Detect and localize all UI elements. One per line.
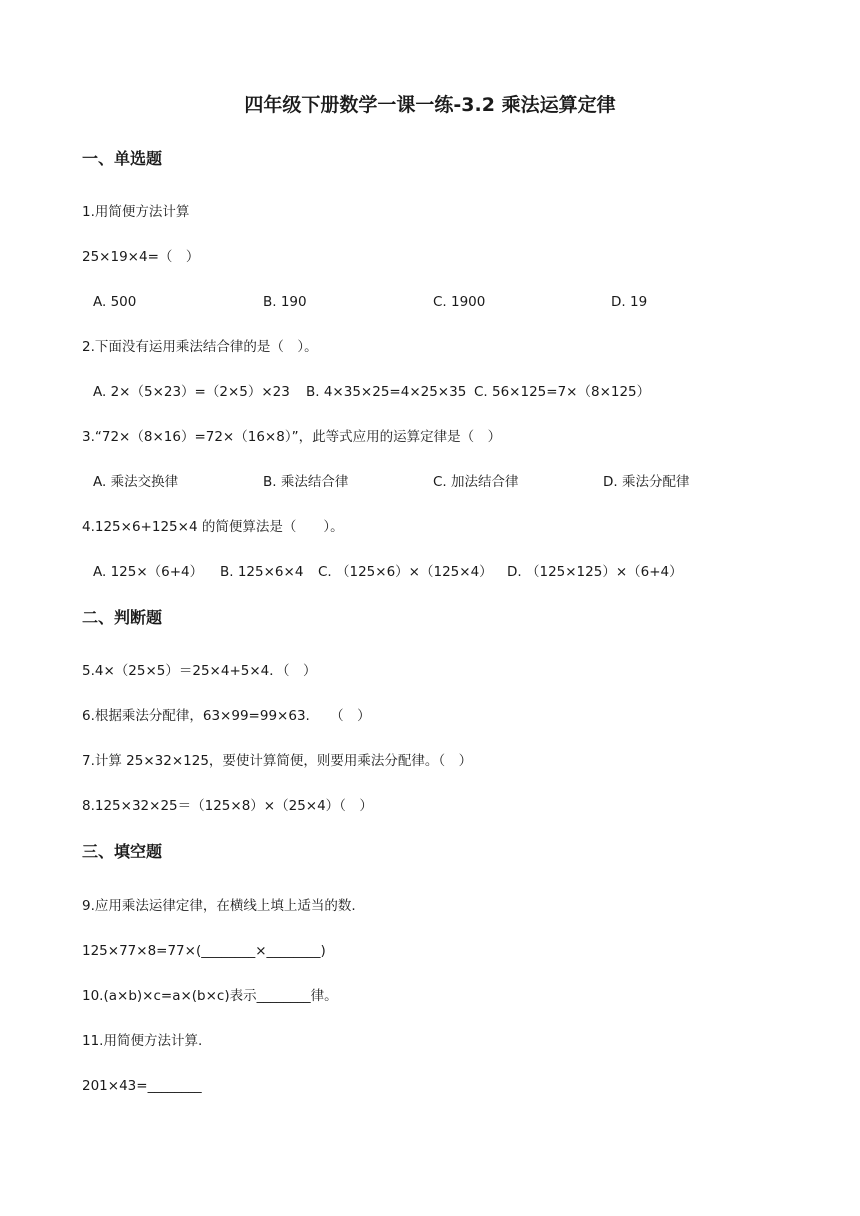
- question-1-stem: 1.用简便方法计算: [82, 204, 190, 220]
- question-2-option-a: A. 2×（5×23）=（2×5）×23: [93, 384, 290, 400]
- question-11-expression: 201×43=________: [82, 1078, 202, 1094]
- question-4-option-c: C. （125×6）×（125×4）: [318, 564, 493, 580]
- question-8: 8.125×32×25＝（125×8）×（25×4）（ ）: [82, 798, 373, 814]
- question-6: 6.根据乘法分配律，63×99=99×63. （ ）: [82, 708, 371, 724]
- question-3-option-d: D. 乘法分配律: [603, 474, 690, 490]
- section-heading-true-false: 二、判断题: [82, 608, 163, 627]
- question-2-stem: 2.下面没有运用乘法结合律的是（ ）。: [82, 339, 318, 355]
- question-1-option-a: A. 500: [93, 294, 137, 310]
- question-5: 5.4×（25×5）＝25×4+5×4．（ ）: [82, 663, 317, 679]
- question-10: 10.(a×b)×c=a×(b×c)表示________律。: [82, 988, 338, 1004]
- question-1-option-b: B. 190: [263, 294, 307, 310]
- question-9-stem: 9.应用乘法运律定律，在横线上填上适当的数.: [82, 898, 356, 914]
- question-3-option-c: C. 加法结合律: [433, 474, 519, 490]
- section-heading-fill-in: 三、填空题: [82, 842, 163, 861]
- question-2-option-c: C. 56×125=7×（8×125）: [474, 384, 651, 400]
- question-7: 7.计算 25×32×125，要使计算简便，则要用乘法分配律。（ ）: [82, 753, 473, 769]
- question-4-option-b: B. 125×6×4: [220, 564, 304, 580]
- question-9-expression: 125×77×8=77×(________×________): [82, 943, 326, 959]
- question-4-option-a: A. 125×（6+4）: [93, 564, 204, 580]
- question-11-stem: 11.用简便方法计算.: [82, 1033, 203, 1049]
- question-1-option-d: D. 19: [611, 294, 648, 310]
- section-heading-single-choice: 一、单选题: [82, 149, 163, 168]
- question-3-option-a: A. 乘法交换律: [93, 474, 179, 490]
- question-4-stem: 4.125×6+125×4 的简便算法是（ ）。: [82, 519, 344, 535]
- question-1-expression: 25×19×4=（ ）: [82, 249, 200, 265]
- question-3-option-b: B. 乘法结合律: [263, 474, 349, 490]
- question-2-option-b: B. 4×35×25=4×25×35: [306, 384, 467, 400]
- question-4-option-d: D. （125×125）×（6+4）: [507, 564, 683, 580]
- question-1-option-c: C. 1900: [433, 294, 486, 310]
- page-title: 四年级下册数学一课一练-3.2 乘法运算定律: [244, 94, 616, 116]
- question-3-stem: 3.“72×（8×16）=72×（16×8）”，此等式应用的运算定律是（ ）: [82, 429, 502, 445]
